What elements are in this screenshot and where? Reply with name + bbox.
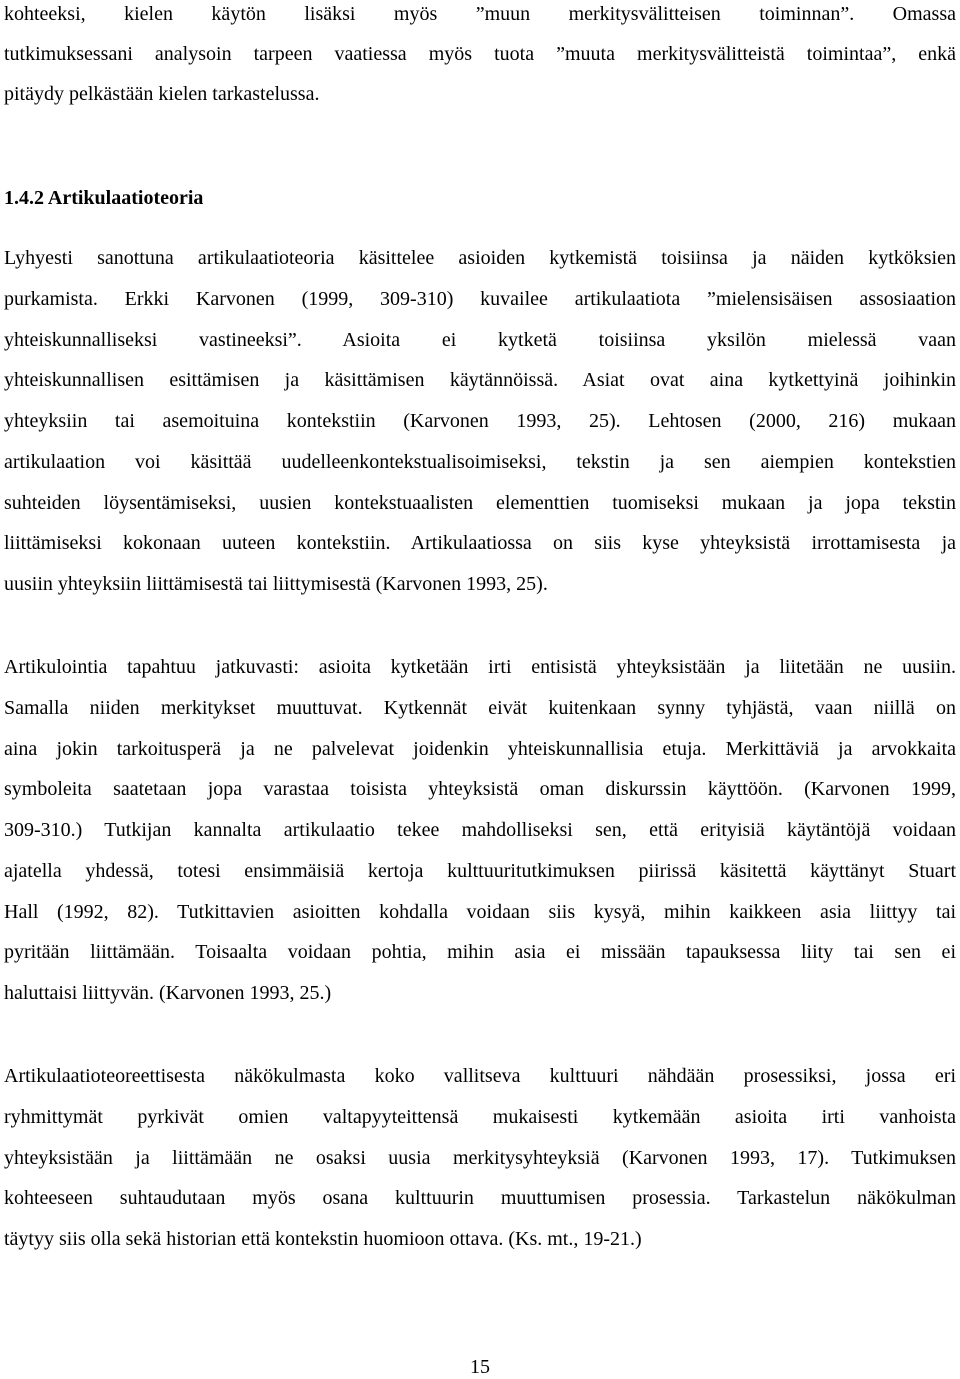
text-line: aina jokin tarkoitusperä ja ne palvelevat joidenkin yhteiskunnallisia etuja. Merkittäviä ja arvokkaita [4, 738, 956, 760]
text-line: täytyy siis olla sekä historian että kontekstin huomioon ottava. (Ks. mt., 19-21.) [4, 1228, 642, 1250]
text-line: kohteeksi, kielen käytön lisäksi myös ”muun merkitysvälitteisen toiminnan”. Omassa [4, 3, 956, 25]
text-line: ajatella yhdessä, totesi ensimmäisiä kertoja kulttuuritutkimuksen piirissä käsitettä käyttänyt Stuart [4, 860, 956, 882]
text-line: yhteiskunnallisen esittämisen ja käsittämisen käytännöissä. Asiat ovat aina kytkettyinä joihinkin [4, 369, 956, 391]
text-line: suhteiden löysentämiseksi, uusien kontekstuaalisten elementtien tuomiseksi mukaan ja jopa tekstin [4, 492, 956, 514]
text-line: pitäydy pelkästään kielen tarkastelussa. [4, 83, 320, 105]
section-heading: 1.4.2 Artikulaatioteoria [4, 187, 204, 209]
text-line: pyritään liittämään. Toisaalta voidaan pohtia, mihin asia ei missään tapauksessa liity tai sen ei [4, 941, 956, 963]
text-line: Samalla niiden merkitykset muuttuvat. Kytkennät eivät kuitenkaan synny tyhjästä, vaan niillä on [4, 697, 956, 719]
text-line: artikulaation voi käsittää uudelleenkontekstualisoimiseksi, tekstin ja sen aiempien kontekstien [4, 451, 956, 473]
text-line: tutkimuksessani analysoin tarpeen vaatiessa myös tuota ”muuta merkitysvälitteistä toimintaa”, enkä [4, 43, 956, 65]
text-line: Artikulaatioteoreettisesta näkökulmasta koko vallitseva kulttuuri nähdään prosessiksi, jossa eri [4, 1065, 956, 1087]
text-line: 309-310.) Tutkijan kannalta artikulaatio tekee mahdolliseksi sen, että erityisiä käytäntöjä voidaan [4, 819, 956, 841]
text-line: yhteyksistään ja liittämään ne osaksi uusia merkitysyhteyksiä (Karvonen 1993, 17). Tutkimuksen [4, 1147, 956, 1169]
text-line: purkamista. Erkki Karvonen (1999, 309-310) kuvailee artikulaatiota ”mielensisäisen assosiaation [4, 288, 956, 310]
text-line: liittämiseksi kokonaan uuteen kontekstiin. Artikulaatiossa on siis kyse yhteyksistä irrottamisesta ja [4, 532, 956, 554]
text-line: Artikulointia tapahtuu jatkuvasti: asioita kytketään irti entisistä yhteyksistään ja liitetään ne uusiin. [4, 656, 956, 678]
text-line: Hall (1992, 82). Tutkittavien asioitten kohdalla voidaan siis kysyä, mihin kaikkeen asia liittyy tai [4, 901, 956, 923]
text-line: yhteyksiin tai asemoituina kontekstiin (Karvonen 1993, 25). Lehtosen (2000, 216) mukaan [4, 410, 956, 432]
text-line: kohteeseen suhtaudutaan myös osana kulttuurin muuttumisen prosessia. Tarkastelun näkökulman [4, 1187, 956, 1209]
text-line: Lyhyesti sanottuna artikulaatioteoria käsittelee asioiden kytkemistä toisiinsa ja näiden kytköksien [4, 247, 956, 269]
text-line: yhteiskunnalliseksi vastineeksi”. Asioita ei kytketä toisiinsa yksilön mielessä vaan [4, 329, 956, 351]
page-number: 15 [470, 1356, 490, 1378]
text-line: uusiin yhteyksiin liittämisestä tai liittymisestä (Karvonen 1993, 25). [4, 573, 548, 595]
text-line: ryhmittymät pyrkivät omien valtapyyteittensä mukaisesti kytkemään asioita irti vanhoista [4, 1106, 956, 1128]
text-line: symboleita saatetaan jopa varastaa toisista yhteyksistä oman diskurssin käyttöön. (Karvonen 1999, [4, 778, 956, 800]
text-line: haluttaisi liittyvän. (Karvonen 1993, 25.) [4, 982, 332, 1004]
